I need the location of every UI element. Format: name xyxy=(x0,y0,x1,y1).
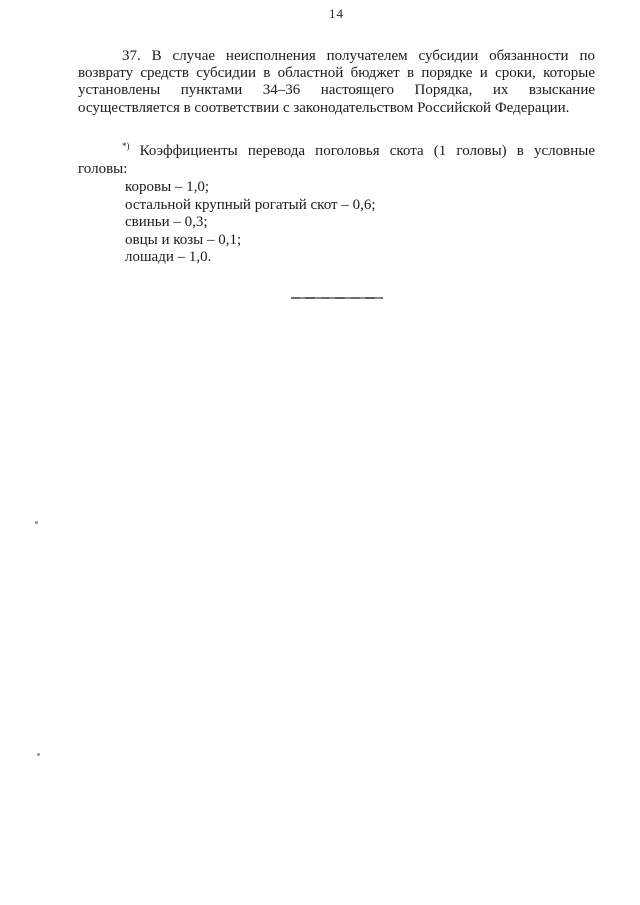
footnote-intro-line-1 xyxy=(78,143,595,161)
scan-artifact xyxy=(35,521,38,524)
paragraph-37 xyxy=(78,48,595,117)
footnote-intro-line-2: головы: xyxy=(78,160,128,177)
footnote-item-cows: коровы – 1,0; xyxy=(125,179,210,195)
footnote-item-horses: лошади – 1,0. xyxy=(125,249,212,265)
separator-rule xyxy=(291,297,383,299)
paragraph-37-line-1: 37. В случае неисполнения получателем субсидии обязанности по xyxy=(122,48,595,64)
scan-artifact xyxy=(37,753,40,756)
footnote xyxy=(78,143,595,267)
end-separator xyxy=(78,297,595,299)
footnote-item-other-cattle: остальной крупный рогатый скот – 0,6; xyxy=(125,196,376,213)
footnote-marker: *) xyxy=(122,141,130,151)
paragraph-37-line-4: осуществляется в соответствии с законодательством Российской Федерации. xyxy=(78,99,570,116)
footnote-list xyxy=(78,179,595,267)
footnote-item-pigs: свиньи – 0,3; xyxy=(125,214,208,230)
paragraph-37-line-2: возврату средств субсидии в областной бюджет в порядке и сроки, которые xyxy=(78,65,595,82)
page-number: 14 xyxy=(329,6,344,21)
footnote-intro-text: Коэффициенты перевода поголовья скота (1 головы) в условные xyxy=(139,143,596,159)
footnote-item-sheep-goats: овцы и козы – 0,1; xyxy=(125,231,242,248)
paragraph-37-line-3: установлены пунктами 34–36 настоящего Порядка, их взыскание xyxy=(78,82,595,99)
